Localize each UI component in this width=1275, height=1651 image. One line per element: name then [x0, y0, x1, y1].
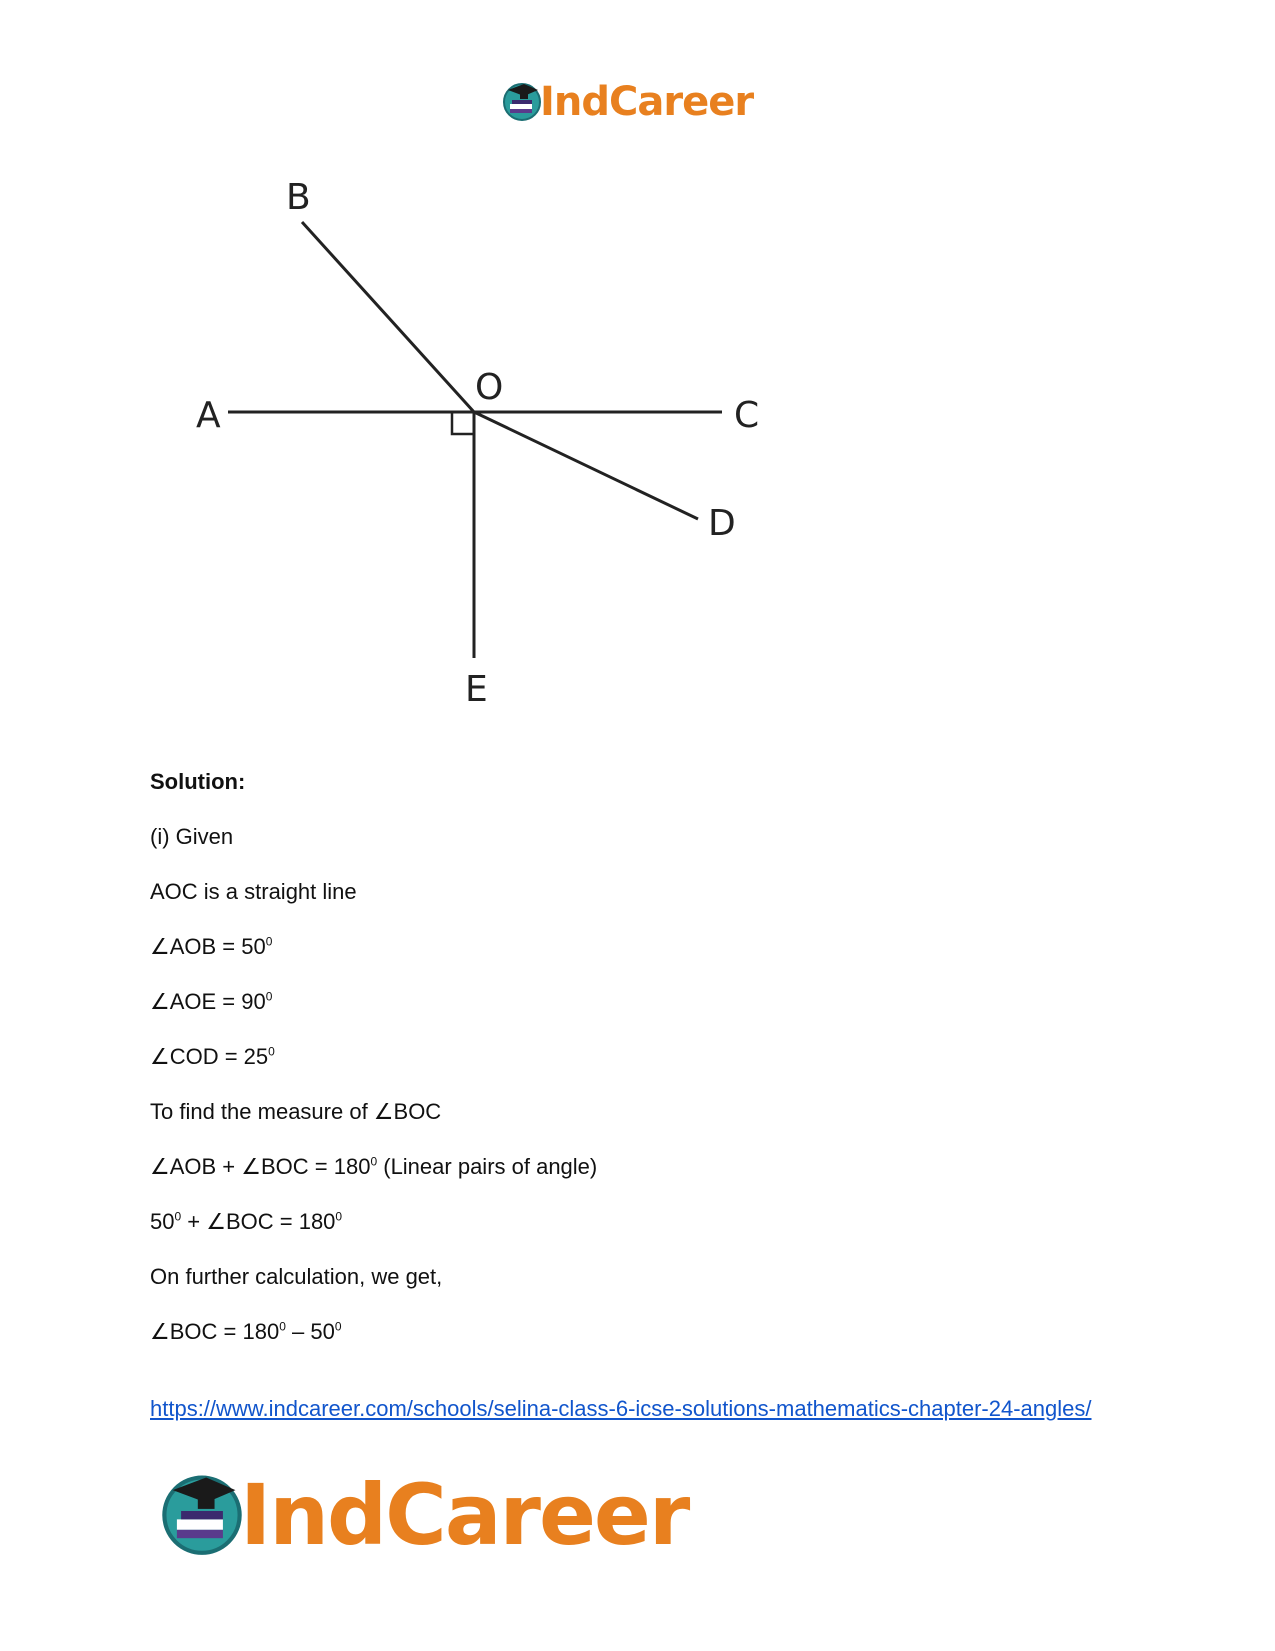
equation-2-b: + ∠BOC = 180	[181, 1209, 336, 1234]
degree-sup: 0	[279, 1319, 286, 1334]
label-b: B	[286, 177, 311, 218]
angle-cod-text: ∠COD = 25	[150, 1044, 269, 1069]
part-label: (i) Given	[150, 824, 234, 849]
ray-od	[474, 412, 698, 519]
footer-logo	[160, 1465, 700, 1565]
degree-sup: 0	[265, 989, 273, 1004]
given-line: AOC is a straight line	[150, 879, 357, 904]
solution-section	[150, 768, 1150, 1373]
solution-heading: Solution:	[150, 769, 246, 794]
book-graduation-cap-icon	[160, 1465, 244, 1557]
degree-sup: 0	[174, 1209, 182, 1224]
equation-3	[150, 1318, 1150, 1373]
degree-sup: 0	[265, 934, 273, 949]
logo-text: IndCareer	[540, 79, 754, 125]
equation-3-a: ∠BOC = 180	[150, 1319, 280, 1344]
to-find-line: To find the measure of ∠BOC	[150, 1099, 442, 1124]
book-graduation-cap-icon	[502, 78, 542, 122]
equation-1	[150, 1153, 1150, 1208]
angle-diagram	[190, 175, 810, 745]
angle-aob-line	[150, 933, 1150, 988]
angle-aob-text: ∠AOB = 50	[150, 934, 266, 959]
label-d: D	[708, 503, 736, 544]
angle-cod-line	[150, 1043, 1150, 1098]
degree-sup: 0	[334, 1319, 342, 1334]
degree-sup: 0	[335, 1209, 343, 1224]
equation-3-b: – 50	[285, 1319, 335, 1344]
right-angle-marker	[452, 412, 474, 434]
degree-sup: 0	[268, 1044, 275, 1059]
equation-1-note: (Linear pairs of angle)	[377, 1154, 598, 1179]
further-calculation-line: On further calculation, we get,	[150, 1264, 443, 1289]
logo-text: IndCareer	[240, 1466, 689, 1564]
label-c: C	[734, 395, 760, 436]
equation-2-a: 50	[150, 1209, 175, 1234]
angle-aoe-text: ∠AOE = 90	[150, 989, 266, 1014]
angle-aoe-line	[150, 988, 1150, 1043]
ray-ob	[302, 222, 474, 412]
equation-1-left: ∠AOB + ∠BOC = 180	[150, 1154, 371, 1179]
degree-sup: 0	[370, 1154, 378, 1169]
label-a: A	[196, 395, 221, 436]
equation-2	[150, 1208, 1150, 1263]
header-logo	[502, 78, 772, 130]
label-o: O	[475, 367, 504, 408]
source-link[interactable]: https://www.indcareer.com/schools/selina-class-6-icse-solutions-mathematics-chapter-24-angles/	[150, 1396, 1092, 1421]
label-e: E	[465, 669, 488, 710]
